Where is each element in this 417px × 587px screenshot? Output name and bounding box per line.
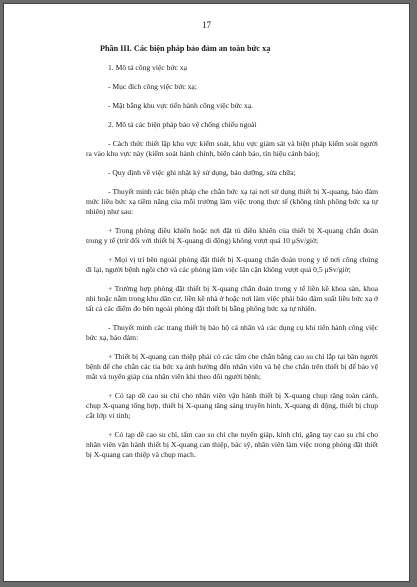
paragraph: 2. Mô tả các biện pháp bảo vệ chống chiếu ngoài — [108, 120, 257, 129]
paragraph: - Cách thức thiết lập khu vực kiểm soát, khu vực giám sát và biện pháp kiểm soát người ra vào khu vực này (kiểm soát hành chính, biển cảnh báo, tín hiệu cảnh báo); — [86, 139, 378, 158]
paragraph: - Thuyết minh các trang thiết bị bảo hộ cá nhân và các dụng cụ khi tiến hành công việc bức xạ, bảo đảm: — [86, 323, 378, 342]
paragraph: - Quy định về việc ghi nhật ký sử dụng, bảo dưỡng, sửa chữa; — [108, 168, 296, 177]
document-page — [3, 3, 410, 582]
paragraph: + Trường hợp phòng đặt thiết bị X-quang chẩn đoán trong y tế liền kề khoa sản, khoa nhi hoặc nằm trong khu dân cư, liền kề nhà ở hoặc nơi làm việc phải bảo đảm suất liều bức xạ ở tất cả các điểm đo bên ngoài phòng đặt thiết bị bằng phông bức xạ tự nhiên. — [86, 284, 378, 313]
paragraph: 1. Mô tả công việc bức xạ — [108, 63, 187, 72]
paragraph: + Trong phòng điều khiển hoặc nơi đặt tủ điều khiển của thiết bị X-quang chẩn đoán trong y tế (trừ đối với thiết bị X-quang di động) không vượt quá 10 μSv/giờ; — [86, 226, 378, 245]
paragraph: + Có tạp dề cao su chì cho nhân viên vận hành thiết bị X-quang chụp răng toàn cảnh, chụp X-quang tổng hợp, thiết bị X-quang tăng sáng truyền hình, X-quang di động, thiết bị chụp cắt lớp vi tính; — [86, 391, 378, 420]
paragraph: - Mặt bằng khu vực tiến hành công việc bức xạ. — [108, 101, 254, 110]
paragraph: + Mọi vị trí bên ngoài phòng đặt thiết bị X-quang chẩn đoán trong y tế nơi công chúng đi lại, người bệnh ngồi chờ và các phòng làm việc lân cận không vượt quá 0,5 μSv/giờ; — [86, 255, 378, 274]
paragraph: - Mục đích công việc bức xạ; — [108, 82, 197, 91]
paragraph: + Có tạp dề cao su chì, tấm cao su chì che tuyến giáp, kính chì, găng tay cao su chì cho nhân viên vận hành thiết bị X-quang can thiệp, bác sỹ, nhân viên làm việc trong phòng đặt thiết bị X-quang can thiệp và chụp mạch. — [86, 430, 378, 459]
page-number: 17 — [202, 20, 211, 30]
paragraph: + Thiết bị X-quang can thiệp phải có các tấm che chắn bằng cao su chì lắp tại bàn người bệnh để che chắn các tia bức xạ ảnh hưởng đến nhân viên và hệ che chắn trên thiết bị để bảo vệ mắt và tuyến giáp của nhân viên khi theo dõi người bệnh; — [86, 352, 378, 381]
paragraph: - Thuyết minh các biện pháp che chắn bức xạ tại nơi sử dụng thiết bị X-quang, bảo đảm mức liều bức xạ tiềm năng của mỗi trường làm việc trong thực tế (không tính phông bức xạ tự nhiên) như sau: — [86, 187, 378, 216]
document-body — [86, 44, 378, 469]
section-heading: Phần III. Các biện pháp bảo đảm an toàn bức xạ — [100, 44, 271, 53]
